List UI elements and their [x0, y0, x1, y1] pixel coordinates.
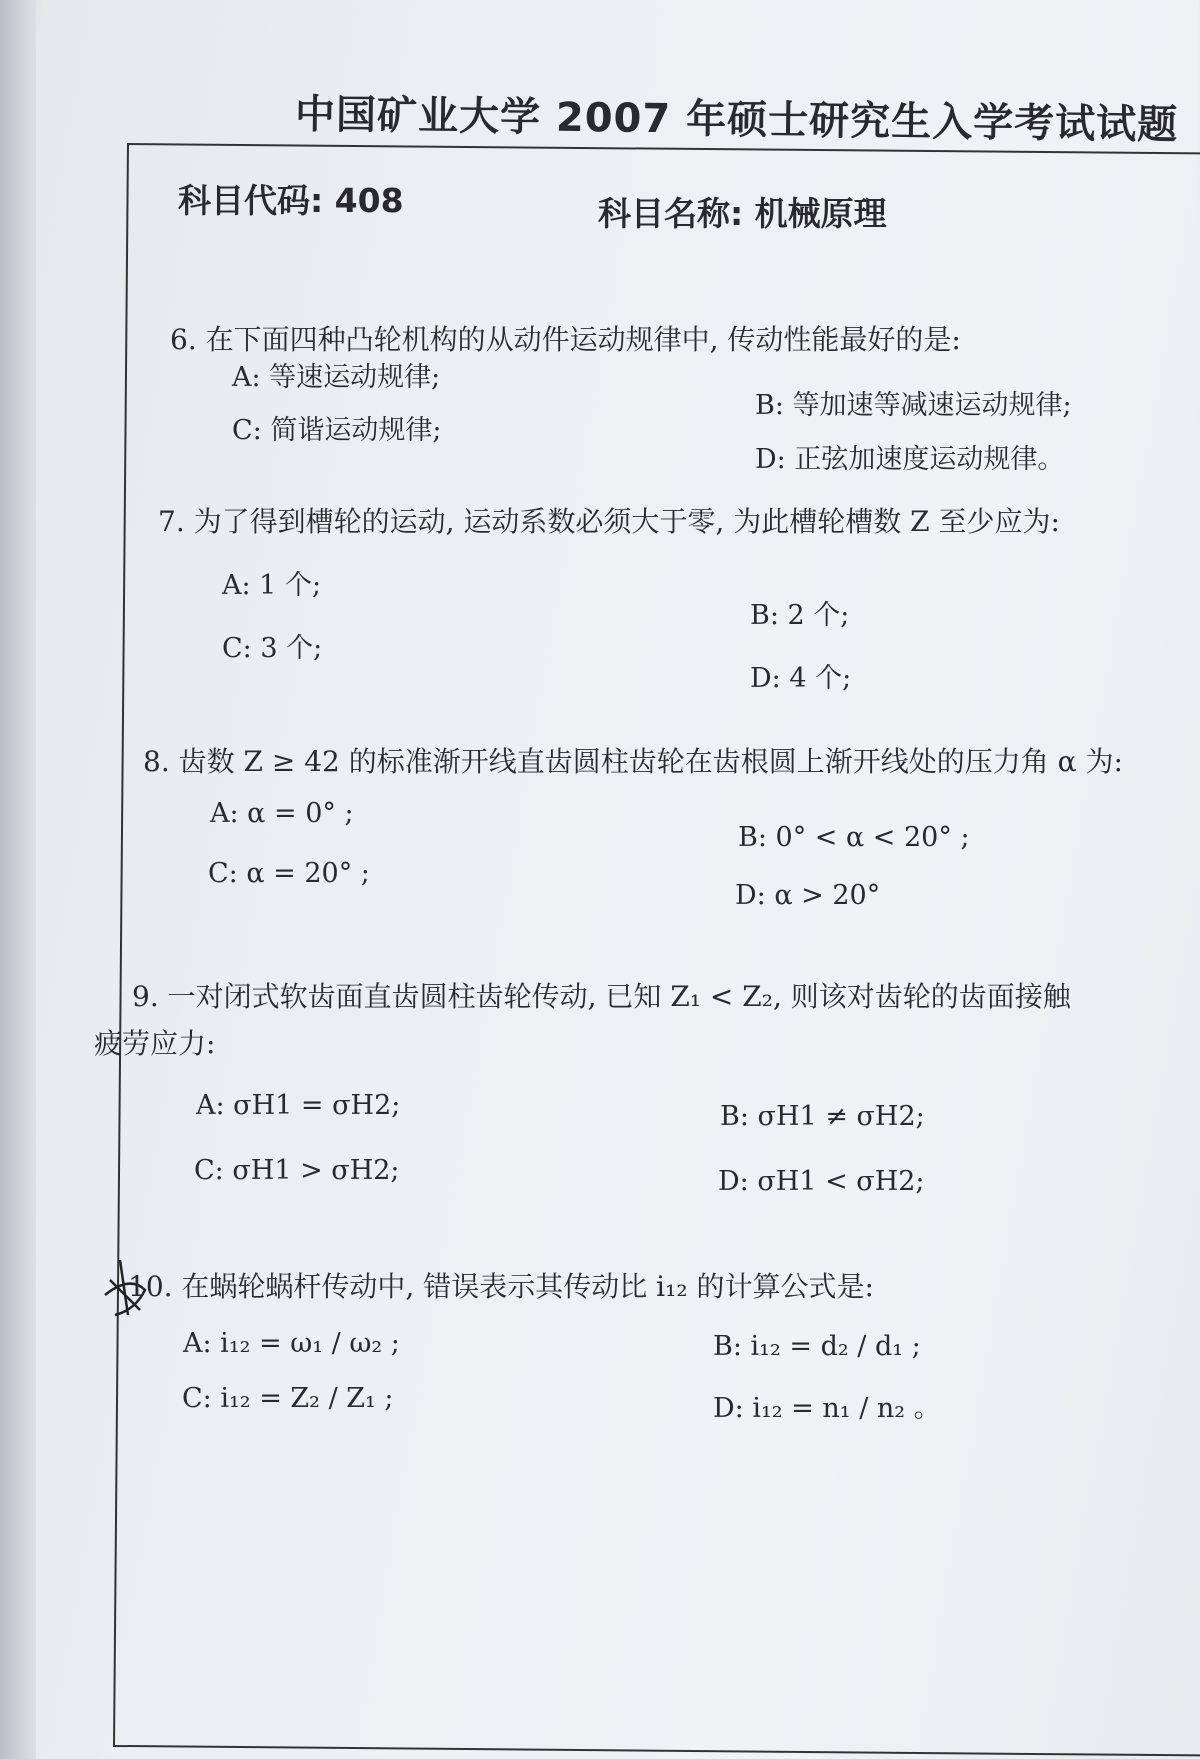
q8-option-c: C: α = 20° ;	[208, 858, 370, 889]
q6-option-d: D: 正弦加速度运动规律。	[755, 444, 1065, 475]
q6-option-b: B: 等加速等减速运动规律;	[755, 390, 1072, 421]
question-8: 8. 齿数 Z ≥ 42 的标准渐开线直齿圆柱齿轮在齿根圆上渐开线处的压力角 α 为:	[143, 745, 1123, 778]
question-9-continued: 疲劳应力:	[94, 1027, 216, 1060]
q9-option-b: B: σH1 ≠ σH2;	[720, 1101, 925, 1132]
q7-option-b: B: 2 个;	[750, 600, 850, 631]
q10-option-c: C: i₁₂ = Z₂ / Z₁ ;	[182, 1383, 394, 1414]
q9-option-a: A: σH1 = σH2;	[196, 1090, 401, 1121]
question-10: 10. 在蜗轮蜗杆传动中, 错误表示其传动比 i₁₂ 的计算公式是:	[128, 1270, 874, 1303]
question-7: 7. 为了得到槽轮的运动, 运动系数必须大于零, 为此槽轮槽数 Z 至少应为:	[158, 505, 1060, 538]
q8-option-b: B: 0° < α < 20° ;	[738, 822, 970, 853]
q10-option-d: D: i₁₂ = n₁ / n₂ 。	[713, 1393, 941, 1424]
q6-option-a: A: 等速运动规律;	[232, 362, 441, 393]
q8-option-a: A: α = 0° ;	[210, 798, 354, 829]
q10-option-a: A: i₁₂ = ω₁ / ω₂ ;	[183, 1328, 400, 1359]
q7-option-d: D: 4 个;	[750, 663, 852, 694]
subject-name: 科目名称: 机械原理	[598, 194, 887, 233]
page-edge-shadow	[0, 0, 36, 1759]
q10-option-b: B: i₁₂ = d₂ / d₁ ;	[713, 1331, 921, 1362]
q9-option-c: C: σH1 > σH2;	[194, 1155, 400, 1186]
q7-option-a: A: 1 个;	[222, 570, 322, 601]
subject-code: 科目代码: 408	[178, 181, 404, 220]
q9-option-d: D: σH1 < σH2;	[718, 1166, 925, 1197]
q8-option-d: D: α > 20°	[735, 880, 881, 911]
question-6: 6. 在下面四种凸轮机构的从动件运动规律中, 传动性能最好的是:	[170, 323, 961, 356]
question-9: 9. 一对闭式软齿面直齿圆柱齿轮传动, 已知 Z₁ < Z₂, 则该对齿轮的齿面接触	[132, 980, 1071, 1013]
exam-title: 中国矿业大学 2007 年硕士研究生入学考试试题	[294, 91, 1179, 149]
q7-option-c: C: 3 个;	[222, 633, 323, 664]
q6-option-c: C: 简谐运动规律;	[232, 415, 442, 446]
